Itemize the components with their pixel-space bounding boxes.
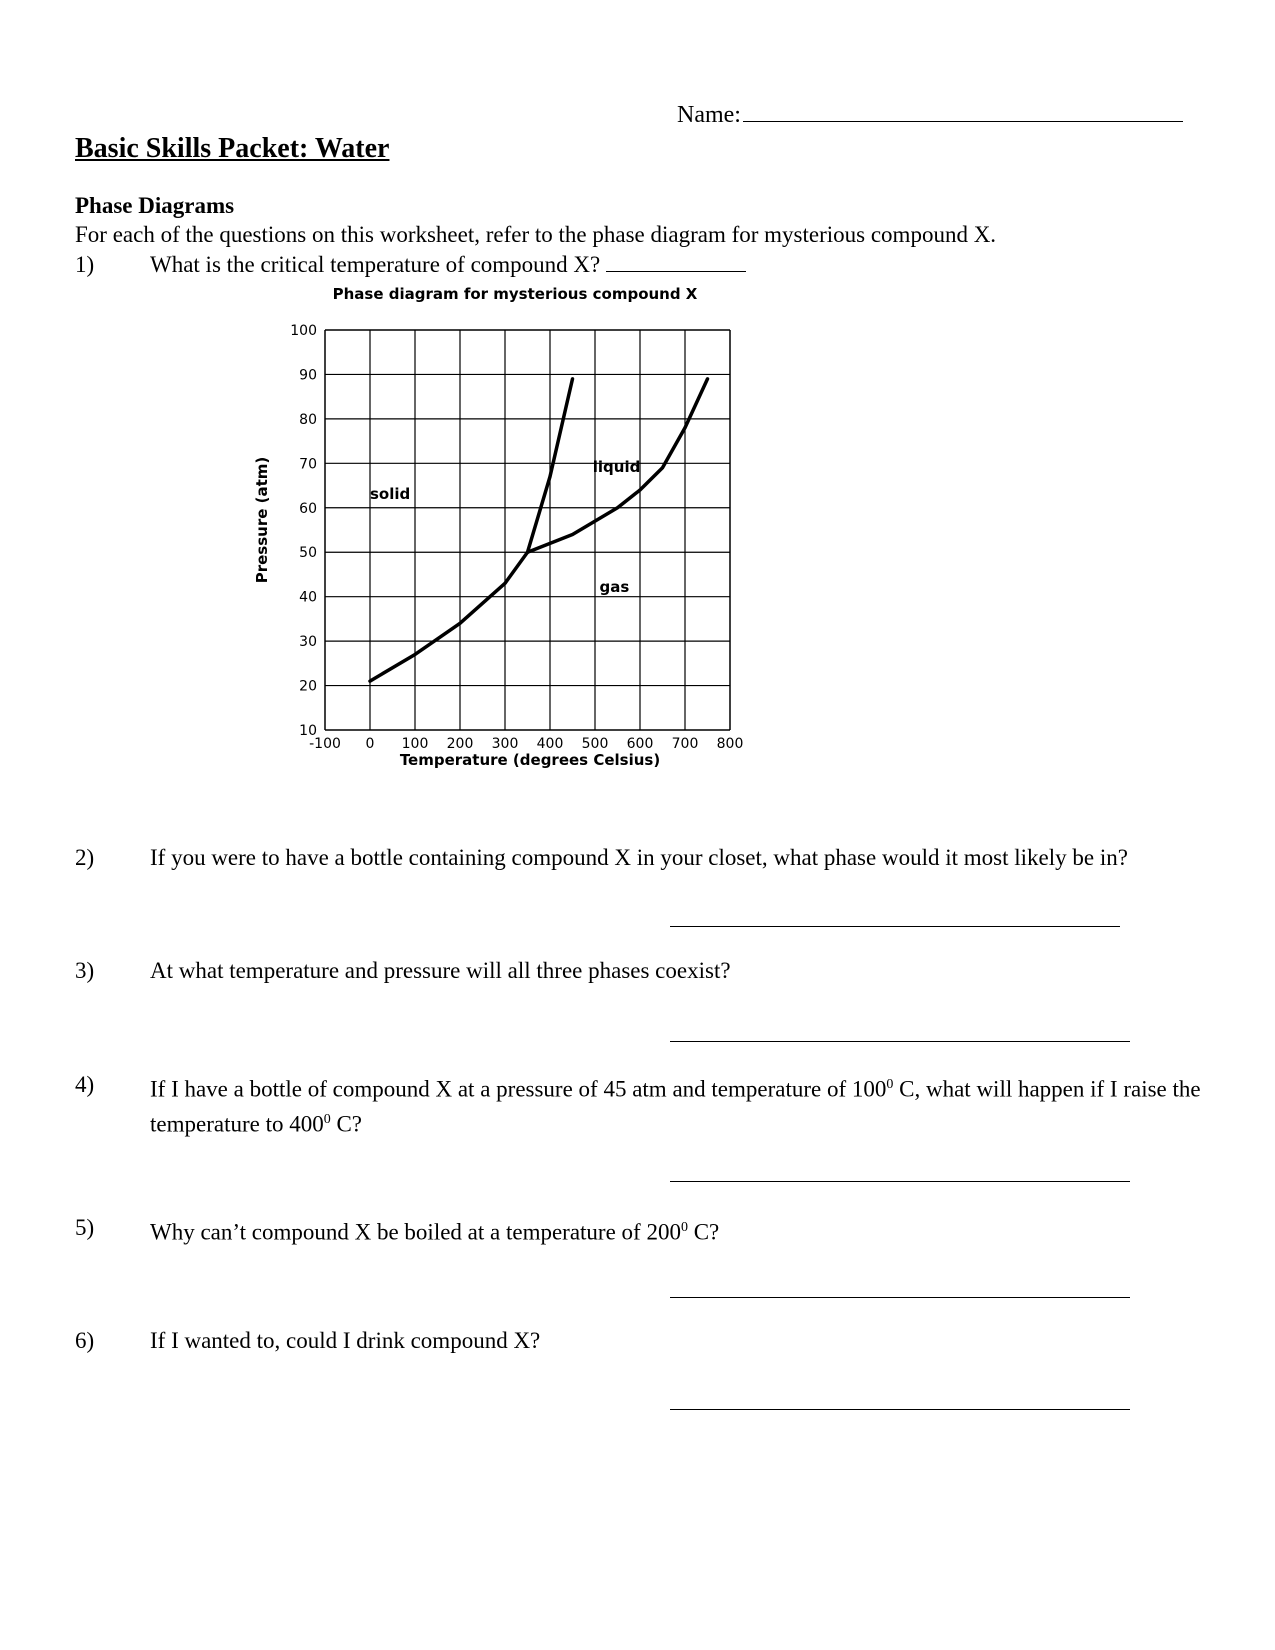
y-tick-label: 20 [299, 678, 317, 695]
answer-line-6[interactable] [670, 1409, 1130, 1410]
answer-line-4[interactable] [670, 1181, 1130, 1182]
question-number: 3) [75, 958, 95, 983]
chart-title: Phase diagram for mysterious compound X [332, 285, 698, 303]
phase-diagram-chart [240, 285, 760, 785]
question-number: 1) [75, 252, 95, 277]
x-tick-labels [309, 736, 743, 752]
question-5-text [150, 1213, 1270, 1248]
y-tick-labels [290, 323, 317, 739]
y-tick-label: 10 [299, 723, 317, 739]
y-tick-label: 30 [299, 634, 317, 651]
x-tick-label: 500 [581, 736, 609, 752]
x-tick-label: 700 [671, 736, 699, 752]
name-field [677, 101, 1183, 129]
question-6 [75, 1326, 1225, 1356]
question-5-part-a: Why can’t compound X be boiled at a temperature of 200 [150, 1219, 681, 1245]
y-tick-label: 80 [299, 411, 317, 428]
y-tick-label: 100 [290, 323, 317, 339]
question-5 [75, 1213, 1225, 1243]
degree-superscript: 0 [886, 1077, 894, 1092]
question-6-text: If I wanted to, could I drink compound X? [150, 1328, 541, 1353]
question-5-part-b: C? [687, 1219, 720, 1245]
question-1 [75, 250, 1225, 280]
page-title: Basic Skills Packet: Water [75, 133, 390, 164]
y-tick-label: 90 [299, 367, 317, 384]
question-number: 2) [75, 845, 95, 870]
question-number: 5) [75, 1215, 95, 1240]
question-4-part-c: C? [330, 1111, 363, 1137]
degree-superscript: 0 [323, 1111, 331, 1127]
y-tick-label: 60 [299, 500, 317, 517]
region-label-gas: gas [599, 578, 630, 597]
question-number: 6) [75, 1328, 95, 1353]
answer-line-2[interactable] [670, 926, 1120, 927]
x-tick-label: 0 [365, 736, 375, 752]
x-tick-label: 400 [536, 736, 564, 752]
question-4-part-b: C, what will happen if I raise the temperature to 400 [150, 1076, 1201, 1137]
x-tick-label: 200 [446, 736, 474, 752]
region-label-solid: solid [370, 484, 411, 503]
answer-line-5[interactable] [670, 1297, 1130, 1298]
region-label-liquid: liquid [592, 458, 641, 477]
phase-boundary-lines [370, 379, 708, 681]
x-tick-label: 600 [626, 736, 654, 752]
y-tick-label: 70 [299, 456, 317, 473]
question-number: 4) [75, 1072, 95, 1097]
question-2-text: If you were to have a bottle containing compound X in your closet, what phase would it most likely be in? [150, 845, 1128, 870]
question-1-text: What is the critical temperature of compound X? [150, 252, 601, 277]
x-tick-label: 100 [401, 736, 429, 752]
x-axis-label: Temperature (degrees Celsius) [399, 751, 661, 769]
question-text [150, 250, 1270, 280]
x-tick-label: 800 [716, 736, 744, 752]
question-4-part-a: If I have a bottle of compound X at a pressure of 45 atm and temperature of 100 [150, 1076, 887, 1102]
x-tick-label: -100 [309, 736, 341, 752]
question-4 [75, 1070, 1225, 1137]
question-3 [75, 956, 1225, 986]
phase-boundary-line-1 [370, 552, 528, 681]
intro-text: For each of the questions on this worksheet, refer to the phase diagram for mysterious compound X. [75, 222, 997, 247]
x-tick-label: 300 [491, 736, 519, 752]
y-tick-label: 50 [299, 545, 317, 562]
question-4-text [150, 1070, 1270, 1139]
name-label: Name: [677, 102, 741, 128]
name-blank[interactable] [743, 101, 1183, 122]
question-3-text: At what temperature and pressure will all three phases coexist? [150, 958, 731, 983]
section-heading: Phase Diagrams [75, 193, 235, 218]
answer-line-3[interactable] [670, 1041, 1130, 1042]
y-axis-label: Pressure (atm) [253, 456, 271, 584]
answer-blank-1[interactable] [606, 253, 746, 272]
degree-superscript: 0 [680, 1220, 688, 1235]
y-tick-label: 40 [299, 589, 317, 606]
question-2 [75, 843, 1225, 903]
